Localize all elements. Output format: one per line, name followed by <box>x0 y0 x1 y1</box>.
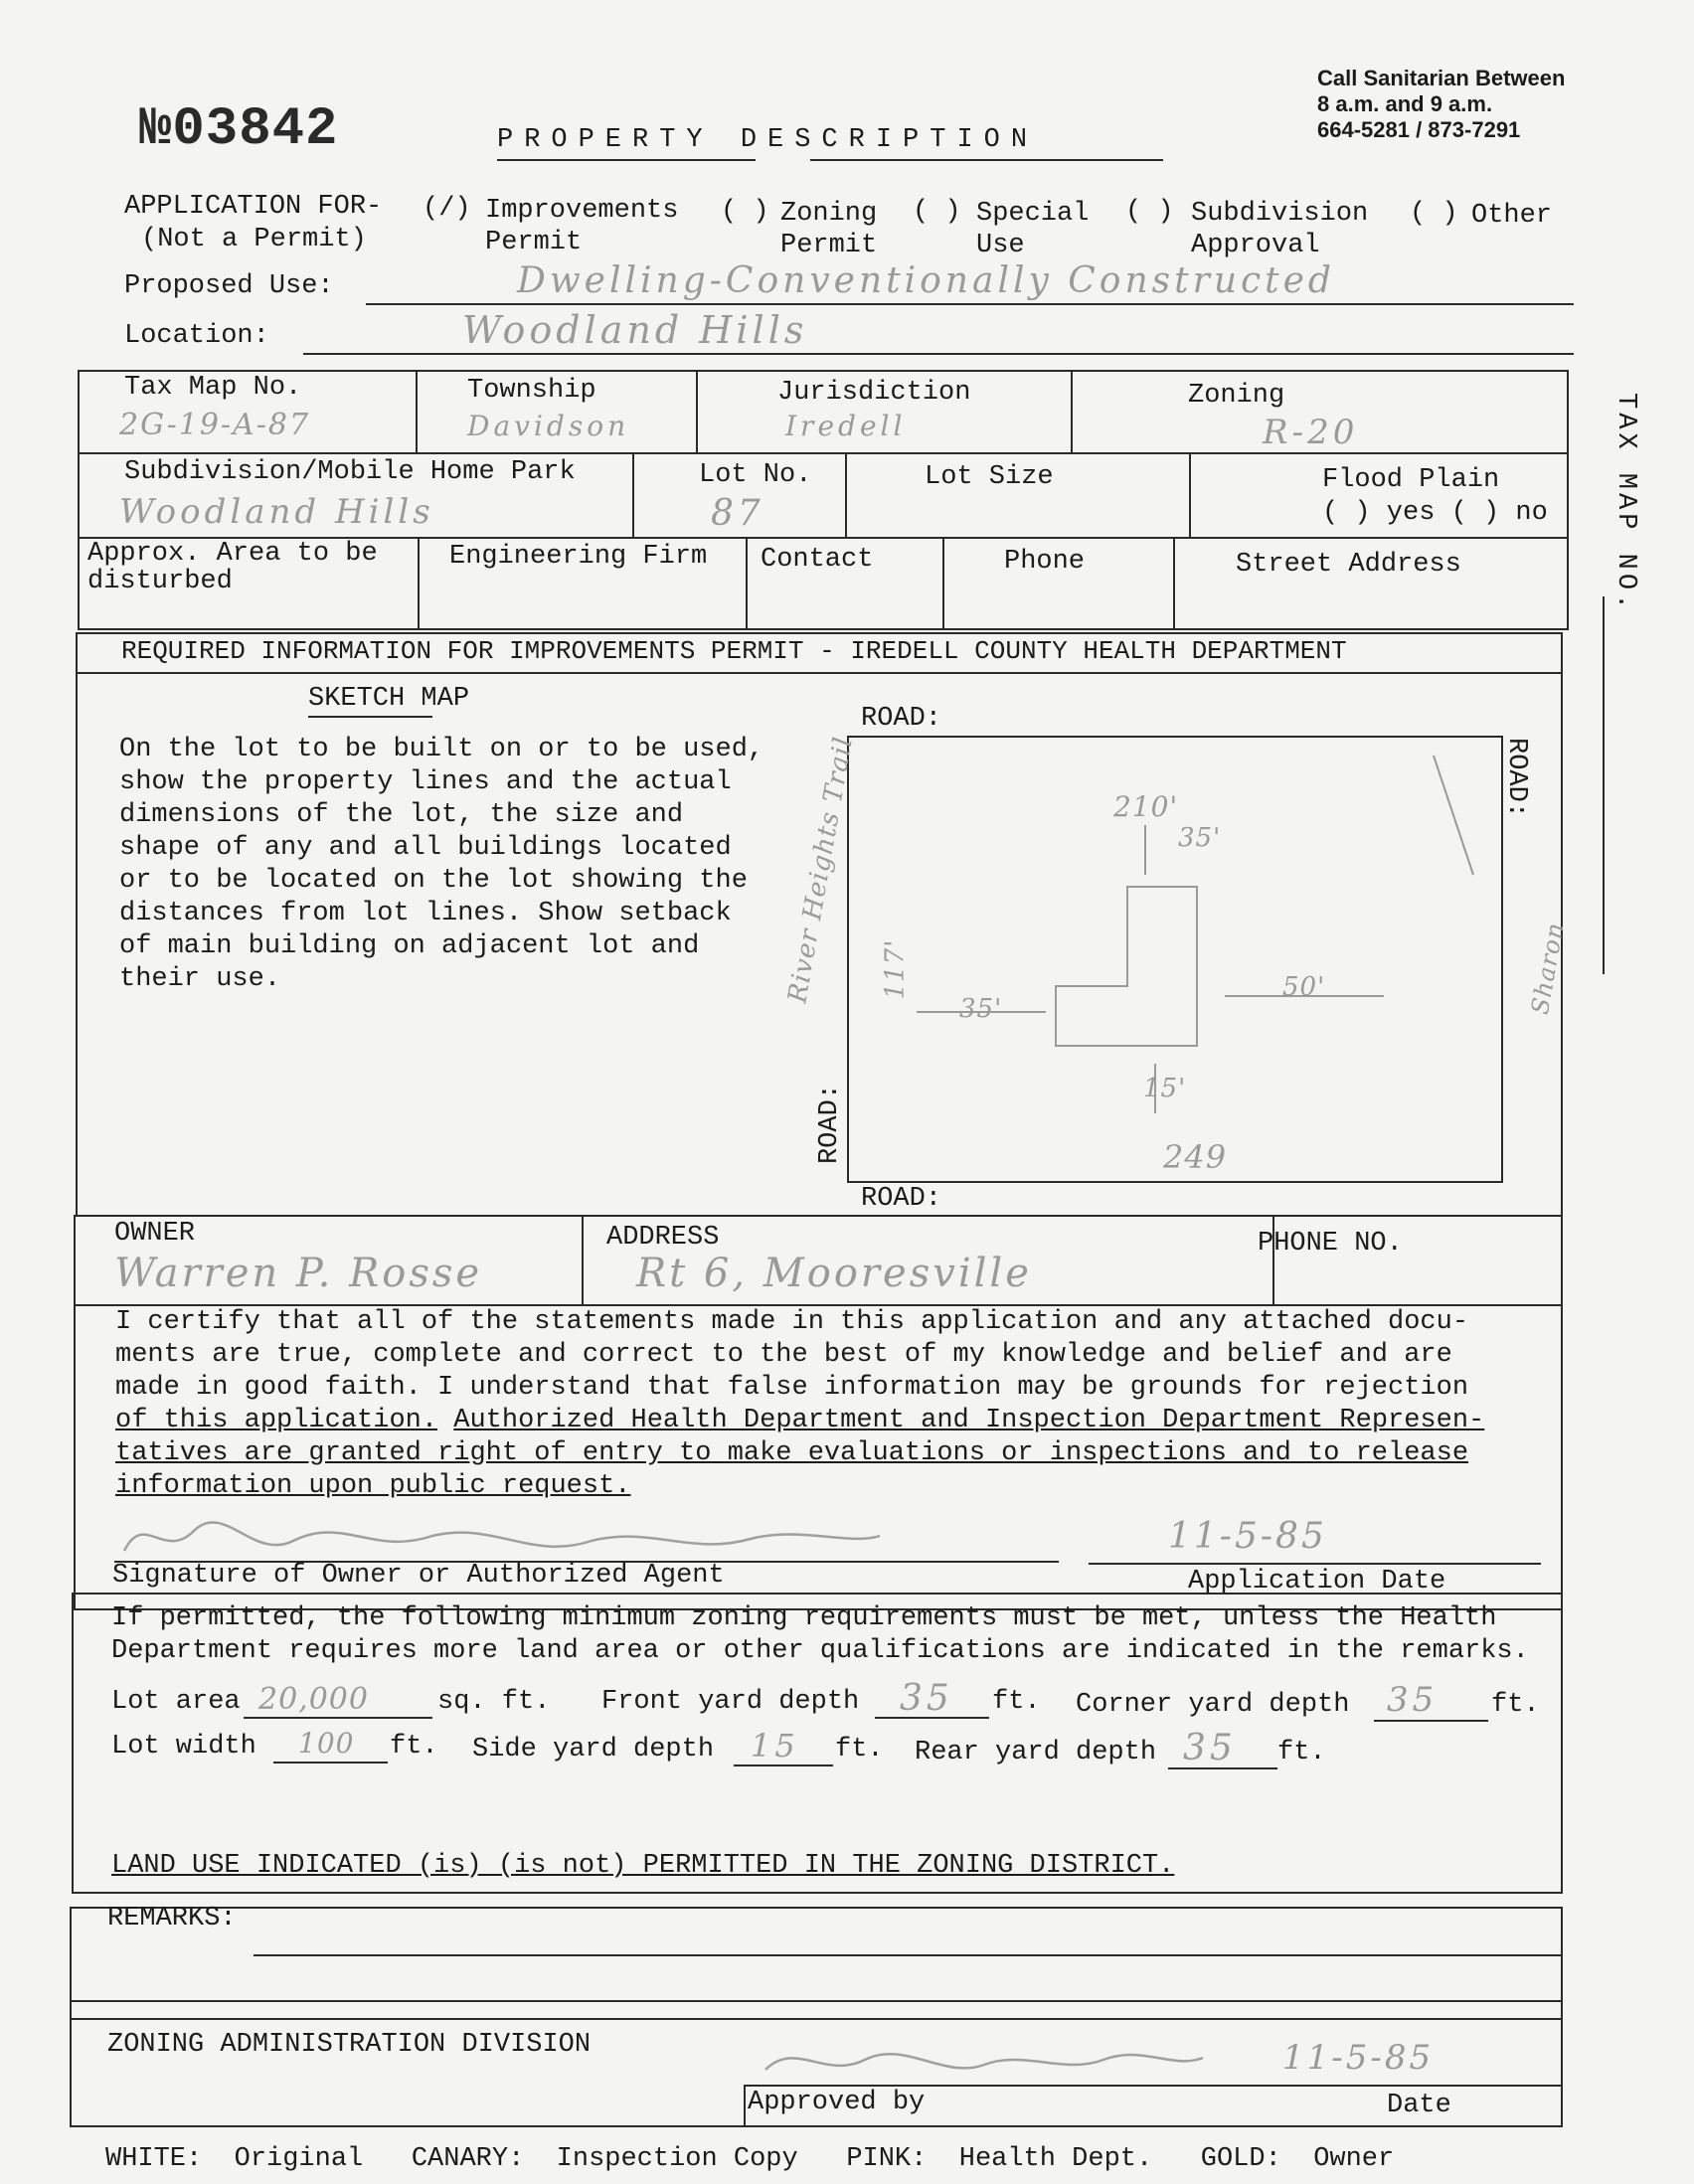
approver-signature <box>756 2030 1213 2090</box>
app-date-line <box>1089 1563 1541 1565</box>
sketch-map-title: SKETCH MAP <box>308 684 470 714</box>
cert-line4-under: Authorized Health Department and Inspection Department Represen- <box>453 1406 1485 1435</box>
side-yard-label: Side yard depth <box>472 1735 715 1764</box>
land-use-statement: LAND USE INDICATED (is) (is not) PERMITTED IN THE ZONING DISTRICT. <box>111 1851 1175 1881</box>
option-other-label: Other <box>1471 201 1553 231</box>
option-improvements-label2: Permit <box>485 228 583 257</box>
lot-width-label: Lot width <box>111 1732 256 1762</box>
zoning-value[interactable]: R-20 <box>1263 413 1359 452</box>
sketch-left-road-name: River Heights Trail <box>782 734 860 1006</box>
parcel-col-5 <box>845 452 847 537</box>
option-special-label2: Use <box>976 231 1025 260</box>
instruction-line: shape of any and all buildings located <box>119 833 732 863</box>
instruction-line: of main building on adjacent lot and <box>119 931 700 961</box>
sketch-setback-rear: 15' <box>1143 1074 1187 1103</box>
owner-value[interactable]: Warren P. Rosse <box>114 1251 483 1296</box>
call-sanitarian-notice <box>1317 66 1565 143</box>
signature-label: Signature of Owner or Authorized Agent <box>112 1561 725 1591</box>
area-disturbed-line2: disturbed <box>87 567 233 596</box>
side-tax-map-label: TAX MAP NO. <box>1610 393 1640 614</box>
instruction-line: their use. <box>119 964 281 994</box>
instruction-line: distances from lot lines. Show setback <box>119 899 732 928</box>
tax-map-value[interactable]: 2G-19-A-87 <box>119 408 311 442</box>
zoning-intro-line2: Department requires more land area or other qualifications are indicated in the remarks. <box>111 1636 1529 1666</box>
call-line-1: Call Sanitarian Between <box>1317 66 1566 90</box>
approval-line <box>744 2085 1563 2087</box>
improvements-header-line <box>76 672 1563 674</box>
lot-width-value[interactable]: 100 <box>298 1727 355 1760</box>
option-other-box[interactable]: ( ) <box>1410 199 1458 229</box>
rear-yard-value[interactable]: 35 <box>1183 1728 1237 1768</box>
road-label-top: ROAD: <box>861 704 942 734</box>
subdivision-value[interactable]: Woodland Hills <box>119 492 434 532</box>
not-a-permit-label: (Not a Permit) <box>141 225 367 254</box>
parcel-col-9 <box>942 537 944 630</box>
side-yard-ft: ft. <box>835 1735 884 1764</box>
parcel-col-10 <box>1173 537 1175 630</box>
proposed-use-label: Proposed Use: <box>124 271 334 301</box>
area-disturbed-label <box>87 540 378 595</box>
corner-yard-ft: ft. <box>1491 1690 1540 1720</box>
zoning-intro-line1: If permitted, the following minimum zoning requirements must be met, unless the Health <box>111 1603 1497 1633</box>
lot-width-line <box>273 1762 388 1764</box>
cert-line: I certify that all of the statements made in this application and any attached docu- <box>115 1307 1469 1337</box>
lot-width-ft: ft. <box>390 1732 438 1762</box>
parcel-col-1 <box>416 370 418 452</box>
address-label: ADDRESS <box>606 1223 720 1253</box>
option-special-box[interactable]: ( ) <box>913 197 961 227</box>
parcel-col-8 <box>746 537 748 630</box>
remarks-label: REMARKS: <box>107 1904 237 1933</box>
sketch-instructions <box>119 734 763 996</box>
zoning-intro <box>111 1602 1529 1668</box>
sketch-right-road-name: Sharon <box>1525 920 1570 1017</box>
cert-line-4 <box>115 1405 1484 1437</box>
approval-divider <box>744 2085 746 2127</box>
proposed-use-line <box>366 303 1574 305</box>
front-yard-label: Front yard depth <box>601 1687 860 1717</box>
owner-label: OWNER <box>114 1219 196 1249</box>
option-subdivision-label: Subdivision <box>1191 199 1369 229</box>
call-line-2: 8 a.m. and 9 a.m. <box>1317 91 1493 116</box>
location-value[interactable]: Woodland Hills <box>462 308 808 352</box>
location-line <box>303 353 1574 355</box>
township-value[interactable]: Davidson <box>467 410 630 442</box>
lot-area-label: Lot area <box>111 1687 241 1717</box>
option-zoning-label2: Permit <box>780 231 878 260</box>
parcel-col-6 <box>1189 452 1191 537</box>
corner-yard-line <box>1374 1720 1488 1722</box>
app-date-label: Application Date <box>1188 1567 1446 1596</box>
sketch-left-dimension: 117' <box>880 938 911 1000</box>
lot-area-unit: sq. ft. <box>437 1687 551 1717</box>
sketch-title-underline <box>308 716 432 718</box>
remarks-line-2 <box>70 2000 1563 2002</box>
zoning-label: Zoning <box>1188 381 1285 411</box>
application-for-label: APPLICATION FOR- <box>124 192 383 222</box>
location-label: Location: <box>124 321 269 351</box>
corner-yard-label: Corner yard depth <box>1076 1690 1350 1720</box>
street-address-label: Street Address <box>1236 550 1461 580</box>
title-underline-2 <box>810 159 1163 161</box>
sketch-setback-left: 35' <box>959 994 1003 1024</box>
phone-no-label: PHONE NO. <box>1258 1229 1403 1259</box>
lot-area-line <box>244 1717 432 1719</box>
jurisdiction-label: Jurisdiction <box>777 378 971 408</box>
owner-col-1 <box>582 1215 584 1304</box>
road-label-bottom: ROAD: <box>861 1184 942 1214</box>
option-zoning-box[interactable]: ( ) <box>721 197 769 227</box>
cert-line4-plain: of this application. <box>115 1406 438 1435</box>
approval-date-value[interactable]: 11-5-85 <box>1282 2038 1435 2078</box>
township-label: Township <box>467 376 596 406</box>
sketch-top-dimension: 210' <box>1113 790 1179 823</box>
form-title: PROPERTY DESCRIPTION <box>497 125 1039 155</box>
improvements-header: REQUIRED INFORMATION FOR IMPROVEMENTS PERMIT - IREDELL COUNTY HEALTH DEPARTMENT <box>121 636 1347 666</box>
phone-label: Phone <box>1004 547 1086 577</box>
lot-line-right <box>1434 756 1473 875</box>
side-yard-value[interactable]: 15 <box>751 1727 799 1764</box>
approved-by-label: Approved by <box>748 2088 926 2117</box>
remarks-line-3 <box>70 2018 1563 2020</box>
cert-line-5: tatives are granted right of entry to make evaluations or inspections and to release <box>115 1438 1469 1468</box>
subdivision-label: Subdivision/Mobile Home Park <box>124 457 576 487</box>
contact-label: Contact <box>761 545 874 575</box>
sketch-setback-right: 50' <box>1282 972 1326 1002</box>
call-line-3: 664-5281 / 873-7291 <box>1317 117 1521 142</box>
cert-line: ments are true, complete and correct to the best of my knowledge and belief and are <box>115 1340 1452 1370</box>
sketch-setback-front: 35' <box>1178 823 1222 853</box>
certification-text <box>115 1306 1484 1503</box>
lot-area-value[interactable]: 20,000 <box>258 1682 369 1717</box>
jurisdiction-value[interactable]: Iredell <box>785 410 907 442</box>
corner-yard-value[interactable]: 35 <box>1387 1680 1439 1720</box>
lot-size-label: Lot Size <box>925 462 1054 492</box>
front-yard-value[interactable]: 35 <box>900 1678 953 1719</box>
rear-yard-ft: ft. <box>1277 1738 1326 1767</box>
lot-no-value[interactable]: 87 <box>711 493 764 534</box>
form-number: №03842 <box>139 99 339 160</box>
option-improvements-label: Improvements <box>485 196 679 226</box>
approval-date-label: Date <box>1387 2091 1451 2120</box>
address-value[interactable]: Rt 6, Mooresville <box>636 1251 1032 1296</box>
zoning-admin-division: ZONING ADMINISTRATION DIVISION <box>107 2030 592 2060</box>
app-date-value[interactable]: 11-5-85 <box>1168 1516 1327 1557</box>
copy-distribution-footer: WHITE: Original CANARY: Inspection Copy PINK: Health Dept. GOLD: Owner <box>105 2144 1395 2174</box>
side-tax-map-line <box>1603 596 1605 974</box>
tax-map-label: Tax Map No. <box>124 373 302 403</box>
option-improvements-box[interactable]: (/) <box>423 194 471 224</box>
road-label-right: ROAD: <box>1501 738 1531 819</box>
title-underline-1 <box>497 159 756 161</box>
flood-plain-label: Flood Plain <box>1322 465 1500 495</box>
option-subdivision-label2: Approval <box>1191 231 1320 260</box>
parcel-col-2 <box>696 370 698 452</box>
proposed-use-value[interactable]: Dwelling-Conventionally Constructed <box>517 260 1335 301</box>
flood-plain-options[interactable]: ( ) yes ( ) no <box>1322 498 1548 528</box>
remarks-line-1 <box>254 1954 1563 1956</box>
parcel-col-7 <box>418 537 420 630</box>
cert-line: made in good faith. I understand that false information may be grounds for rejection <box>115 1373 1469 1403</box>
instruction-line: dimensions of the lot, the size and <box>119 800 684 830</box>
road-label-left: ROAD: <box>815 1084 845 1165</box>
parcel-row-line-1 <box>78 452 1569 454</box>
engineering-firm-label: Engineering Firm <box>449 542 708 572</box>
instruction-line: On the lot to be built on or to be used, <box>119 735 764 764</box>
option-zoning-label: Zoning <box>780 199 878 229</box>
parcel-col-4 <box>632 452 634 537</box>
lot-no-label: Lot No. <box>699 460 812 490</box>
instruction-line: or to be located on the lot showing the <box>119 866 748 896</box>
area-disturbed-line1: Approx. Area to be <box>87 539 378 569</box>
rear-yard-label: Rear yard depth <box>915 1738 1157 1767</box>
parcel-col-3 <box>1071 370 1073 452</box>
front-yard-ft: ft. <box>992 1687 1041 1717</box>
sketch-bottom-dimension: 249 <box>1163 1138 1228 1176</box>
cert-line-6: information upon public request. <box>115 1471 631 1501</box>
instruction-line: show the property lines and the actual <box>119 767 732 797</box>
option-subdivision-box[interactable]: ( ) <box>1125 197 1174 227</box>
option-special-label: Special <box>976 199 1090 229</box>
house-outline <box>1056 887 1197 1046</box>
side-yard-line <box>734 1764 833 1766</box>
